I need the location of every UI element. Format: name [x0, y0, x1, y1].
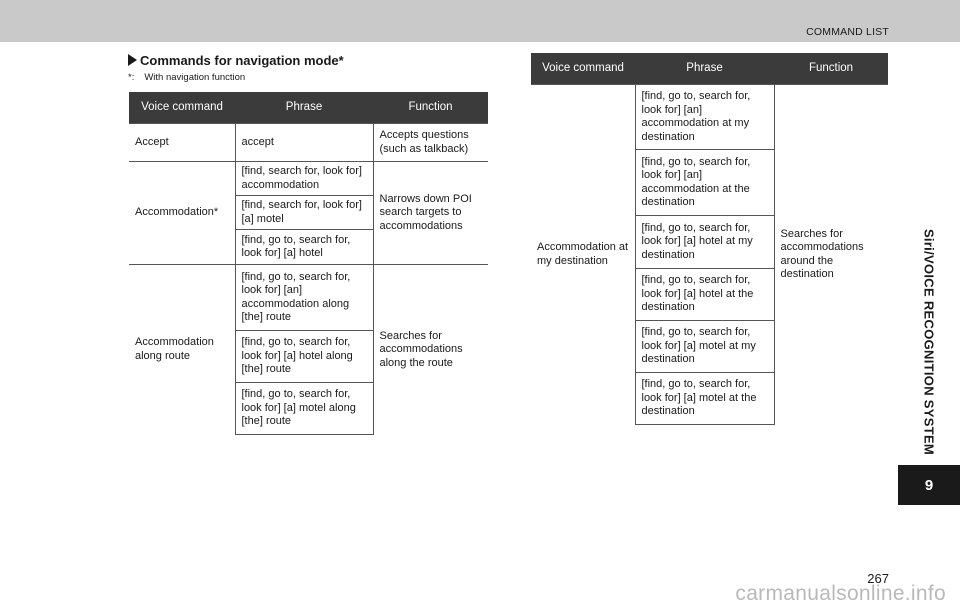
footnote [128, 72, 245, 83]
phrase-cell: [find, go to, search for, look for] [a] motel at the destination [635, 373, 774, 425]
phrase-cell: [find, search for, look for] accommodation [235, 162, 373, 196]
section-heading [128, 53, 344, 68]
table-header-row [531, 53, 888, 85]
header-title: COMMAND LIST [806, 26, 889, 38]
sidebar-label: Siri/VOICE RECOGNITION SYSTEM [921, 228, 937, 456]
section-heading-text: Commands for navigation mode* [140, 53, 344, 68]
voice-command-cell: Accept [129, 124, 235, 162]
phrase-cell: [find, go to, search for, look for] [an] accommodation along [the] route [235, 265, 373, 331]
phrase-cell: accept [235, 124, 373, 162]
column-header-voice: Voice command [531, 53, 635, 85]
phrase-cell: [find, go to, search for, look for] [a] hotel [235, 230, 373, 265]
chapter-tab[interactable]: 9 [898, 465, 960, 505]
column-header-function: Function [373, 92, 488, 124]
function-cell: Accepts questions (such as talkback) [373, 124, 488, 162]
phrase-cell: [find, go to, search for, look for] [a] motel at my destination [635, 321, 774, 373]
table-row [129, 265, 488, 331]
table-row [531, 85, 888, 150]
voice-command-cell: Accommodation* [129, 162, 235, 265]
triangle-bullet-icon [128, 54, 137, 66]
table-header-row [129, 92, 488, 124]
phrase-cell: [find, go to, search for, look for] [an] accommodation at my destination [635, 85, 774, 150]
phrase-cell: [find, go to, search for, look for] [a] motel along [the] route [235, 383, 373, 435]
function-cell: Narrows down POI search targets to accommodations [373, 162, 488, 265]
footnote-mark: *: [128, 72, 135, 83]
command-table-right [531, 53, 888, 425]
footnote-text: With navigation function [144, 72, 246, 83]
page-number: 267 [867, 571, 889, 586]
column-header-phrase: Phrase [235, 92, 373, 124]
column-header-phrase: Phrase [635, 53, 774, 85]
table-row [129, 124, 488, 162]
voice-command-cell: Accommodation at my destination [531, 85, 635, 425]
phrase-cell: [find, go to, search for, look for] [an] accommodation at the destination [635, 150, 774, 216]
function-cell: Searches for accommodations around the destination [774, 85, 888, 425]
phrase-cell: [find, go to, search for, look for] [a] hotel along [the] route [235, 331, 373, 383]
phrase-cell: [find, go to, search for, look for] [a] hotel at my destination [635, 216, 774, 269]
table-row [129, 162, 488, 196]
phrase-cell: [find, search for, look for] [a] motel [235, 196, 373, 230]
function-cell: Searches for accommodations along the route [373, 265, 488, 435]
command-table-left [129, 92, 488, 435]
phrase-cell: [find, go to, search for, look for] [a] hotel at the destination [635, 269, 774, 321]
watermark: carmanualsonline.info [735, 582, 946, 605]
column-header-voice: Voice command [129, 92, 235, 124]
voice-command-cell: Accommodation along route [129, 265, 235, 435]
column-header-function: Function [774, 53, 888, 85]
